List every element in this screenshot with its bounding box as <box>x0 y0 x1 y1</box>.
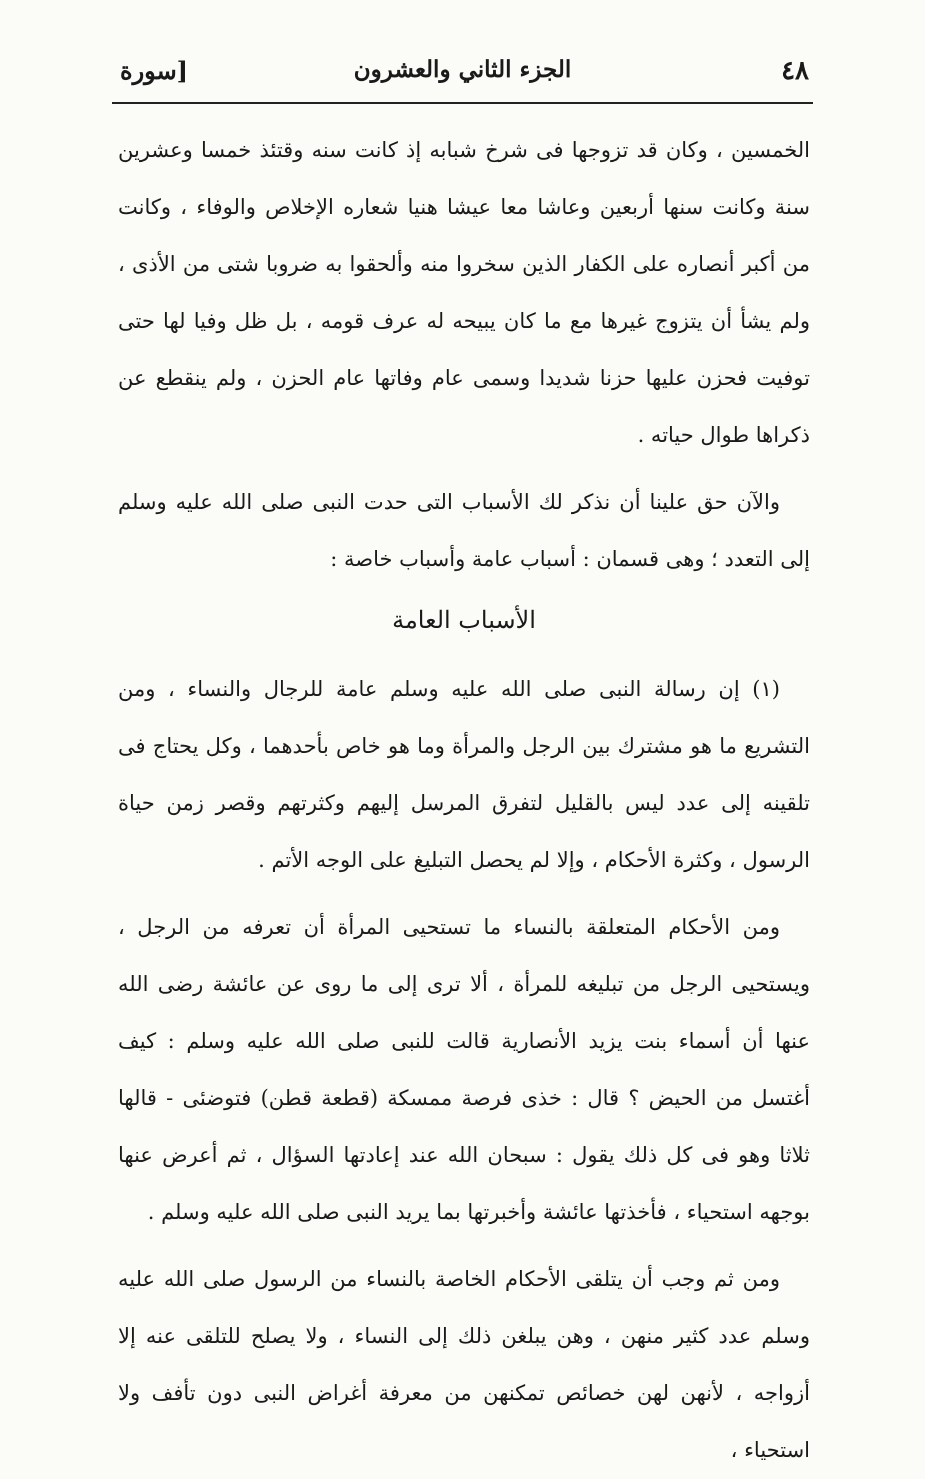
paragraph-5: ومن ثم وجب أن يتلقى الأحكام الخاصة بالنساء من الرسول صلى الله عليه وسلم عدد كثير منهن ، وهن يبلغن ذلك إلى النساء ، ولا يصلح للتلقى عنه إلا أزواجه ، لأنهن لهن خصائص تمكنهن من معرفة أغراض النبى دون تأفف ولا استحياء ، <box>118 1267 810 1462</box>
section-heading: الأسباب العامة <box>392 606 536 634</box>
paragraph-2: والآن حق علينا أن نذكر لك الأسباب التى حدت النبى صلى الله عليه وسلم إلى التعدد ؛ وهى قسمان : أسباب عامة وأسباب خاصة : <box>118 490 810 571</box>
surah-label: [سورة <box>120 56 189 85</box>
page-header <box>112 50 813 104</box>
page-body <box>118 122 810 1479</box>
paragraph-3: (١) إن رسالة النبى صلى الله عليه وسلم عامة للرجال والنساء ، ومن التشريع ما هو مشترك بين الرجل والمرأة وما هو خاص بأحدهما ، وكل يحتاج فى تلقينه إلى عدد ليس بالقليل لتفرق المرسل إليهم وكثرتهم وقصر زمن حياة الرسول ، وكثرة الأحكام ، وإلا لم يحصل التبليغ على الوجه الأتم . <box>118 677 810 872</box>
page-number: ٤٨ <box>781 56 809 86</box>
running-title: الجزء الثاني والعشرون <box>353 56 572 83</box>
paragraph-1: الخمسين ، وكان قد تزوجها فى شرخ شبابه إذ كانت سنه وقتئذ خمسا وعشرين سنة وكانت سنها أربعين وعاشا معا عيشا هنيا شعاره الإخلاص والوفاء ، وكانت من أكبر أنصاره على الكفار الذين سخروا منه وألحقوا به ضروبا شتى من الأذى ، ولم يشأ أن يتزوج غيرها مع ما كان يبيحه له عرف قومه ، بل ظل وفيا لها حتى توفيت فحزن عليها حزنا شديدا وسمى عام وفاتها عام الحزن ، ولم ينقطع عن ذكراها طوال حياته . <box>118 138 810 447</box>
paragraph-4: ومن الأحكام المتعلقة بالنساء ما تستحيى المرأة أن تعرفه من الرجل ، ويستحيى الرجل من تبليغه للمرأة ، ألا ترى إلى ما روى عن عائشة رضى الله عنها أن أسماء بنت يزيد الأنصارية قالت للنبى صلى الله عليه وسلم : كيف أغتسل من الحيض ؟ قال : خذى فرصة ممسكة (قطعة قطن) فتوضئى - قالها ثلاثا وهو فى كل ذلك يقول : سبحان الله عند إعادتها السؤال ، ثم أعرض عنها بوجهه استحياء ، فأخذتها عائشة وأخبرتها بما يريد النبى صلى الله عليه وسلم . <box>118 915 810 1224</box>
